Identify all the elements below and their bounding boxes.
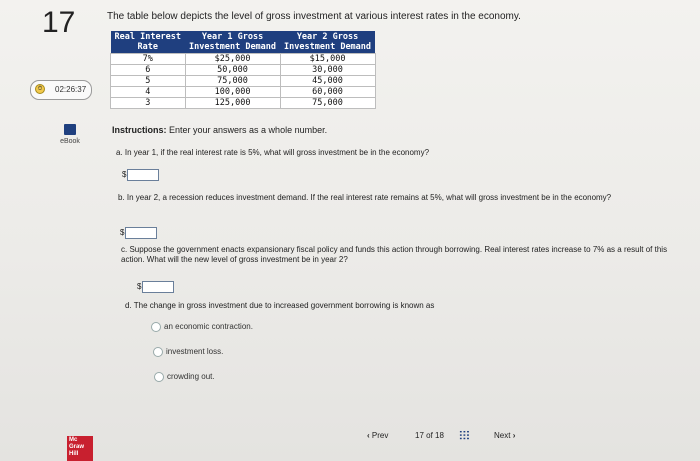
timer[interactable]: [30, 80, 92, 100]
table-row: [111, 65, 376, 76]
next-label: Next: [494, 431, 511, 440]
answer-b-row: [120, 227, 157, 239]
table-cell: $15,000: [280, 54, 375, 65]
table-cell: 75,000: [280, 98, 375, 109]
table-row: [111, 76, 376, 87]
table-row: [111, 98, 376, 109]
radio-button[interactable]: [154, 372, 164, 382]
instructions-label: Instructions:: [112, 125, 167, 135]
currency-symbol: $: [120, 228, 125, 238]
answer-c-row: [137, 281, 174, 293]
prev-button[interactable]: [367, 431, 388, 440]
timer-value: 02:26:37: [55, 85, 87, 94]
page-indicator: [415, 431, 444, 440]
table-cell: 100,000: [185, 87, 280, 98]
question-b: b. In year 2, a recession reduces investment demand. If the real interest rate remains at 5%, what will gross investment be in the economy?: [118, 193, 612, 202]
table-cell: 75,000: [185, 76, 280, 87]
next-button[interactable]: [494, 431, 515, 440]
table-cell: 6: [111, 65, 186, 76]
instructions-text: Enter your answers as a whole number.: [166, 125, 328, 135]
option-label: crowding out.: [167, 372, 215, 382]
header-rate: Real Interest Rate: [111, 31, 186, 54]
question-d: d. The change in gross investment due to increased government borrowing is known as: [125, 301, 435, 310]
option-3[interactable]: [154, 372, 215, 382]
question-c: c. Suppose the government enacts expansionary fiscal policy and funds this action through borrowing. Real interest rates increase to 7% as a result of this action. What will the new level of gross investment be in year 2?: [121, 245, 668, 264]
table-row: [111, 54, 376, 65]
table-cell: 4: [111, 87, 186, 98]
header-year2: Year 2 Gross Investment Demand: [280, 31, 375, 54]
intro-text: The table below depicts the level of gross investment at various interest rates in the economy.: [107, 11, 521, 22]
table-cell: 5: [111, 76, 186, 87]
total-pages: 18: [435, 431, 444, 440]
option-label: an economic contraction.: [164, 322, 253, 332]
mcgraw-hill-logo: Mc Graw Hill: [67, 436, 93, 461]
option-1[interactable]: [151, 322, 253, 332]
answer-a-row: [122, 169, 159, 181]
question-a: a. In year 1, if the real interest rate is 5%, what will gross investment be in the economy?: [116, 148, 430, 157]
left-rail: [0, 0, 95, 461]
answer-b-input[interactable]: [125, 227, 157, 239]
grid-icon[interactable]: [459, 430, 470, 440]
table-cell: $25,000: [185, 54, 280, 65]
currency-symbol: $: [137, 282, 142, 292]
answer-c-input[interactable]: [142, 281, 174, 293]
of-label: of: [426, 431, 433, 440]
table-cell: 30,000: [280, 65, 375, 76]
table-cell: 45,000: [280, 76, 375, 87]
table-cell: 7%: [111, 54, 186, 65]
radio-button[interactable]: [151, 322, 161, 332]
question-number: 17: [42, 6, 76, 39]
radio-button[interactable]: [153, 347, 163, 357]
table-header-row: [111, 31, 376, 54]
ebook-link[interactable]: [52, 124, 88, 145]
chevron-right-icon: ›: [512, 431, 516, 440]
currency-symbol: $: [122, 170, 127, 180]
ebook-label: eBook: [60, 138, 80, 145]
table-cell: 50,000: [185, 65, 280, 76]
answer-a-input[interactable]: [127, 169, 159, 181]
chevron-left-icon: ‹: [367, 431, 370, 440]
timer-icon: ⏱: [35, 84, 45, 94]
table-cell: 125,000: [185, 98, 280, 109]
option-label: investment loss.: [166, 347, 224, 357]
prev-label: Prev: [371, 431, 389, 440]
table-cell: 3: [111, 98, 186, 109]
table-row: [111, 87, 376, 98]
option-2[interactable]: [153, 347, 223, 357]
table-cell: 60,000: [280, 87, 375, 98]
header-year1: Year 1 Gross Investment Demand: [185, 31, 280, 54]
instructions: [112, 125, 327, 135]
investment-table: [110, 31, 376, 109]
current-page: 17: [415, 431, 424, 440]
book-icon: [64, 124, 76, 135]
